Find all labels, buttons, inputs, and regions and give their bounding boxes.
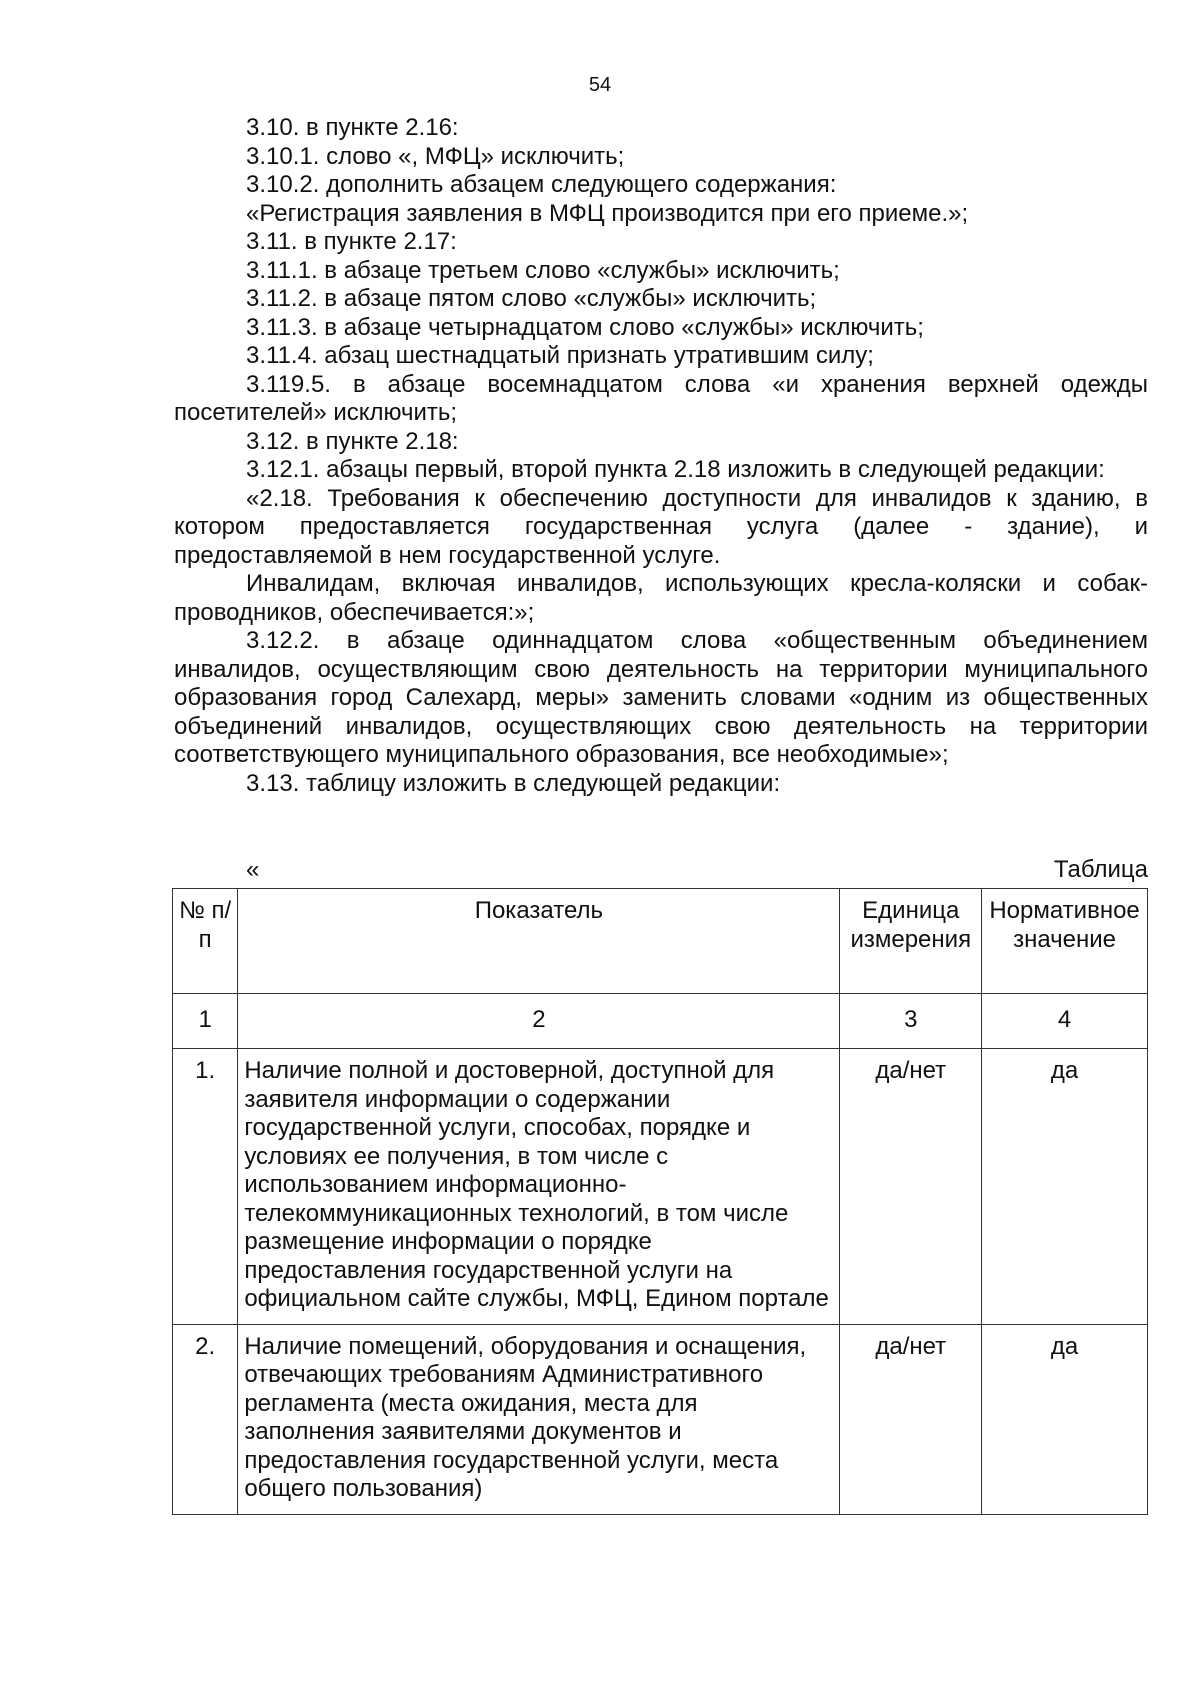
- indicators-table: [172, 888, 1148, 1515]
- paragraph: 3.10.1. слово «, МФЦ» исключить;: [246, 142, 625, 170]
- header-unit: Единица измерения: [840, 889, 982, 994]
- paragraph: 3.11.2. в абзаце пятом слово «службы» исключить;: [246, 285, 817, 312]
- table-row: [173, 1324, 1148, 1514]
- column-numbers-row: [173, 994, 1148, 1049]
- paragraph: 3.11.3. в абзаце четырнадцатом слово «службы» исключить;: [246, 313, 924, 341]
- body-text: [174, 114, 1148, 798]
- row-unit: да/нет: [840, 1049, 982, 1325]
- column-number: 2: [238, 994, 840, 1049]
- header-normative-value: Нормативное значение: [982, 889, 1148, 994]
- row-indicator: Наличие помещений, оборудования и оснащения, отвечающих требованиям Административного регламента (места ожидания, места для заполнения заявителями документов и предоставления государственной услуги, места общего пользования): [238, 1324, 840, 1514]
- paragraph: 3.11.4. абзац шестнадцатый признать утратившим силу;: [246, 342, 874, 369]
- page-number: 54: [588, 74, 612, 96]
- paragraph: 3.12. в пункте 2.18:: [246, 427, 459, 455]
- column-number: 1: [173, 994, 238, 1049]
- header-indicator: Показатель: [238, 889, 840, 994]
- row-value: да: [982, 1324, 1148, 1514]
- paragraph: 3.11.1. в абзаце третьем слово «службы» исключить;: [246, 256, 840, 284]
- paragraph: 3.13. таблицу изложить в следующей редакции:: [246, 769, 781, 797]
- paragraph: Инвалидам, включая инвалидов, использующих кресла-коляски и собак-проводников, обеспечивается:»;: [174, 570, 1148, 626]
- column-number: 4: [982, 994, 1148, 1049]
- row-indicator: Наличие полной и достоверной, доступной для заявителя информации о содержании государственной услуги, способах, порядке и условиях ее получения, в том числе с использованием информационно-телекоммуникационных технологий, в том числе размещение информации о порядке предоставления государственной услуги на официальном сайте службы, МФЦ, Едином портале: [238, 1049, 840, 1325]
- row-number: 1.: [173, 1049, 238, 1325]
- opening-quote: «: [246, 856, 260, 883]
- header-number: № п/п: [173, 889, 238, 994]
- row-value: да: [982, 1049, 1148, 1325]
- column-number: 3: [840, 994, 982, 1049]
- paragraph: 3.12.1. абзацы первый, второй пункта 2.18 изложить в следующей редакции:: [246, 456, 1105, 483]
- paragraph: 3.11. в пункте 2.17:: [246, 228, 457, 255]
- table-label: Таблица: [1053, 856, 1148, 883]
- paragraph: 3.10.2. дополнить абзацем следующего содержания:: [246, 171, 837, 198]
- paragraph: 3.12.2. в абзаце одиннадцатом слова «общественным объединением инвалидов, осуществляющим свою деятельность на территории муниципального образования город Салехард, меры» заменить словами «одним из общественных объединений инвалидов, осуществляющих свою деятельность на территории соответствующего муниципального образования, все необходимые»;: [174, 627, 1148, 768]
- paragraph: «Регистрация заявления в МФЦ производится при его приеме.»;: [246, 199, 969, 227]
- table-header-row: [173, 889, 1148, 994]
- paragraph: 3.10. в пункте 2.16:: [246, 114, 459, 141]
- table-row: [173, 1049, 1148, 1325]
- paragraph: «2.18. Требования к обеспечению доступности для инвалидов к зданию, в котором предоставляется государственная услуга (далее - здание), и предоставляемой в нем государственной услуге.: [174, 484, 1148, 569]
- row-number: 2.: [173, 1324, 238, 1514]
- paragraph: 3.119.5. в абзаце восемнадцатом слова «и хранения верхней одежды посетителей» исключить;: [174, 370, 1148, 426]
- row-unit: да/нет: [840, 1324, 982, 1514]
